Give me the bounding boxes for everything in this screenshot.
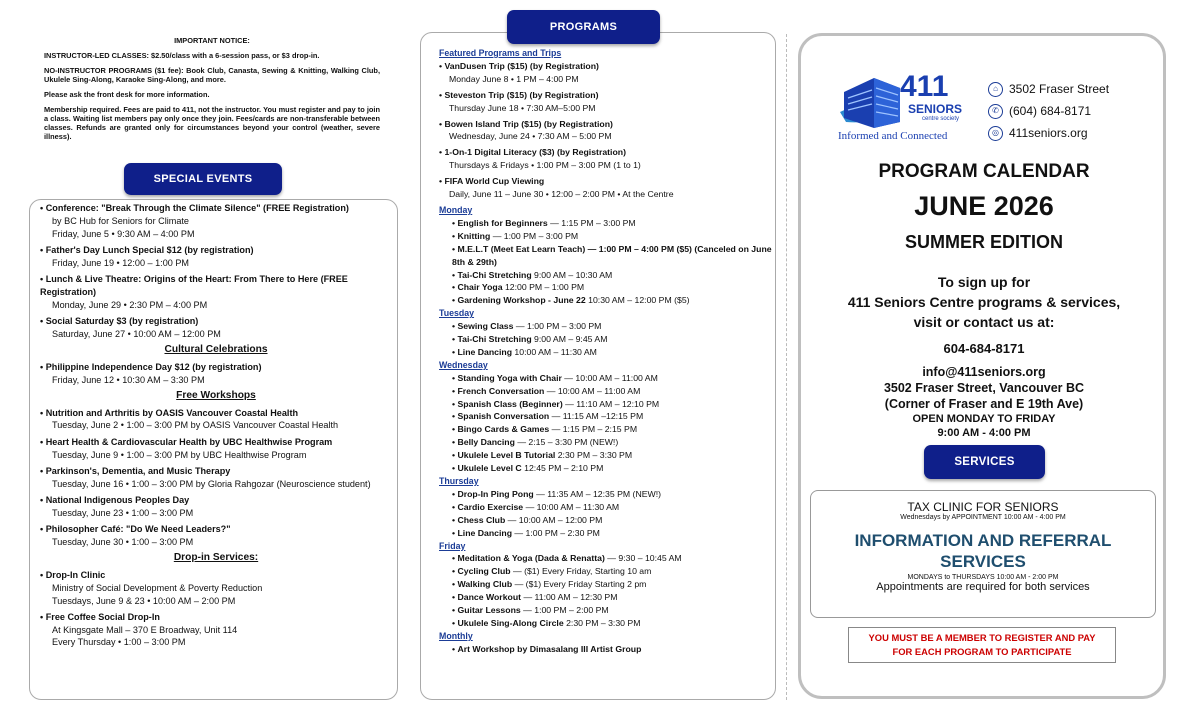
program-name: Tai-Chi Stretching [457, 269, 532, 280]
event-title: • Free Coffee Social Drop-In [40, 611, 392, 624]
program-item [452, 514, 773, 527]
program-item [452, 410, 773, 423]
program-time: — 11:00 AM – 12:30 PM [521, 592, 618, 603]
program-time: — 1:00 PM – 2:00 PM [520, 605, 609, 616]
signup-l3: visit or contact us at: [913, 314, 1055, 330]
services-box [810, 490, 1156, 618]
cultural-header: Cultural Celebrations [164, 343, 268, 355]
program-item [452, 423, 773, 436]
program-name: Spanish Class (Beginner) [457, 398, 563, 409]
program-name: Belly Dancing [457, 437, 515, 448]
event-title: • Heart Health & Cardiovascular Health by UBC Healthwise Program [40, 436, 392, 449]
program-name: French Conversation [457, 385, 545, 396]
day-header: Wednesday [439, 359, 488, 370]
program-time: — 10:00 AM – 12:00 PM [505, 514, 603, 525]
featured-name: • VanDusen Trip ($15) (by Registration) [439, 60, 773, 73]
event-item [40, 569, 392, 607]
event-detail: Friday, June 19 • 12:00 – 1:00 PM [52, 257, 189, 268]
day-header: Thursday [439, 476, 479, 486]
event-title: • Conference: "Break Through the Climate Silence" (FREE Registration) [40, 202, 392, 215]
event-title: • Lunch & Live Theatre: Origins of the Heart: From There to Here (FREE Registration) [40, 273, 392, 299]
dropin-header: Drop-in Services: [173, 552, 259, 564]
event-item [40, 465, 392, 491]
program-name: Ukulele Sing-Along Circle [457, 617, 564, 628]
featured-date: Daily, June 11 – June 30 • 12:00 – 2:00 PM • At the Centre [449, 189, 674, 200]
logo-number: 411 [900, 70, 949, 103]
contact-web[interactable]: ◎ 411seniors.org [988, 122, 1109, 144]
program-item [452, 281, 773, 294]
program-name: Ukulele Level B Tutorial [457, 450, 556, 461]
logo [838, 72, 970, 142]
featured-item [439, 89, 773, 115]
notice-p4: Membership required. Fees are paid to 411, not the instructor. You must register and pay to join a class. Waiting list members pay only once they join. Fees/cards are non-transferable between classes. Refunds are granted only for circumstances beyond your control (weather, severe illness). [44, 105, 380, 141]
program-name: Knitting [457, 230, 491, 241]
program-name: Line Dancing [457, 346, 513, 357]
event-detail: by BC Hub for Seniors for Climate [52, 215, 189, 226]
home-icon: ⌂ [988, 82, 1003, 97]
featured-item [439, 175, 773, 201]
featured-name: • Bowen Island Trip ($15) (by Registration) [439, 118, 773, 131]
info-referral-l1: INFORMATION AND REFERRAL [854, 531, 1112, 550]
program-item [452, 643, 773, 656]
event-item [40, 523, 392, 549]
program-item [452, 449, 773, 462]
featured-item [439, 146, 773, 172]
program-name: Chess Club [457, 514, 506, 525]
important-notice [44, 36, 380, 147]
signup-corner: (Corner of Fraser and E 19th Ave) [884, 397, 1084, 411]
building-icon [838, 72, 908, 130]
program-time: 10:30 AM – 12:00 PM ($5) [585, 295, 690, 306]
event-detail: Tuesday, June 30 • 1:00 – 3:00 PM [52, 536, 194, 547]
signup-l2: 411 Seniors Centre programs & services, [847, 294, 1121, 310]
event-detail: Ministry of Social Development & Poverty Reduction [52, 582, 263, 593]
program-item [452, 527, 773, 540]
event-detail: Tuesday, June 9 • 1:00 – 3:00 PM by UBC Healthwise Program [52, 449, 307, 460]
program-name: Art Workshop by Dimasalang III Artist Group [457, 643, 642, 654]
program-name: Drop-In Ping Pong [457, 488, 534, 499]
program-item [452, 617, 773, 630]
open-time: 9:00 AM - 4:00 PM [937, 427, 1031, 439]
program-time: — 1:15 PM – 3:00 PM [547, 217, 636, 228]
program-item [452, 320, 773, 333]
program-time: — 1:00 PM – 2:30 PM [512, 527, 600, 538]
program-item [452, 565, 773, 578]
day-header: Friday [439, 540, 466, 551]
signup-email: info@411seniors.org [922, 365, 1046, 379]
calendar-edition: SUMMER EDITION [904, 232, 1063, 252]
program-name: Cycling Club [457, 566, 511, 577]
globe-icon: ◎ [988, 126, 1003, 141]
event-detail: Saturday, June 27 • 10:00 AM – 12:00 PM [52, 328, 221, 339]
day-header: Tuesday [439, 308, 475, 319]
notice-p2: NO-INSTRUCTOR PROGRAMS ($1 fee): Book Club, Canasta, Sewing & Knitting, Walking Club, Ukulele Sing-Along, Karaoke Sing-Along, and more. [44, 66, 380, 84]
event-item [40, 202, 392, 240]
event-title: • Social Saturday $3 (by registration) [40, 315, 392, 328]
program-item [452, 488, 773, 501]
tax-clinic-hours: Wednesdays by APPOINTMENT 10:00 AM - 4:00 PM [900, 514, 1066, 521]
program-item [452, 346, 773, 359]
warning-l1: YOU MUST BE A MEMBER TO REGISTER AND PAY [868, 632, 1096, 643]
logo-tagline: Informed and Connected [838, 130, 948, 142]
event-title: • Philosopher Café: "Do We Need Leaders?" [40, 523, 392, 536]
event-item [40, 407, 392, 433]
event-detail: Tuesday, June 23 • 1:00 – 3:00 PM [52, 507, 194, 518]
program-item [452, 269, 773, 282]
event-detail: Friday, June 12 • 10:30 AM – 3:30 PM [52, 374, 205, 385]
special-events-header: SPECIAL EVENTS [124, 163, 282, 195]
signup-address: 3502 Fraser Street, Vancouver BC [883, 381, 1085, 395]
program-time: — 1:00 PM – 3:00 PM [490, 230, 579, 241]
open-days: OPEN MONDAY TO FRIDAY [912, 413, 1056, 425]
event-detail: At Kingsgate Mall – 370 E Broadway, Unit 114 [52, 624, 238, 635]
event-title: • Philippine Independence Day $12 (by registration) [40, 361, 392, 374]
program-item [452, 436, 773, 449]
program-name: Spanish Conversation [457, 411, 550, 422]
event-title: • Parkinson's, Dementia, and Music Therapy [40, 465, 392, 478]
program-time: — 1:00 PM – 3:00 PM [513, 321, 602, 332]
program-item [452, 604, 773, 617]
program-time: — 1:15 PM – 2:15 PM [549, 424, 638, 435]
program-time: — 10:00 AM – 11:30 AM [523, 501, 620, 512]
signup-block [810, 272, 1158, 332]
program-time: — ($1) Every Friday, Starting 10 am [510, 566, 652, 577]
program-name: Cardio Exercise [457, 501, 524, 512]
featured-date: Thursdays & Fridays • 1:00 PM – 3:00 PM (1 to 1) [449, 160, 641, 171]
day-program-list [439, 488, 773, 540]
featured-name: • Steveston Trip ($15) (by Registration) [439, 89, 773, 102]
program-name: Walking Club [457, 579, 513, 590]
program-time: — 11:15 AM –12:15 PM [549, 411, 644, 422]
event-item [40, 361, 392, 387]
program-item [452, 230, 773, 243]
featured-header: Featured Programs and Trips [439, 48, 562, 58]
notice-heading: IMPORTANT NOTICE: [174, 36, 250, 45]
event-item [40, 494, 392, 520]
day-program-list [439, 552, 773, 629]
program-item [452, 294, 773, 307]
program-name: Bingo Cards & Games [457, 424, 550, 435]
program-time: — ($1) Every Friday Starting 2 pm [512, 579, 647, 590]
event-detail: Tuesday, June 2 • 1:00 – 3:00 PM by OASIS Vancouver Coastal Health [52, 420, 339, 431]
program-name: Line Dancing [457, 527, 513, 538]
signup-details [810, 364, 1158, 412]
program-name: Standing Yoga with Chair [457, 372, 562, 383]
event-item [40, 315, 392, 341]
contact-info [988, 78, 1109, 144]
services-header: SERVICES [924, 445, 1045, 479]
tax-clinic: TAX CLINIC FOR SENIORS [907, 500, 1059, 514]
logo-seniors: SENIORS [908, 102, 963, 116]
program-name: Meditation & Yoga (Dada & Renatta) [457, 553, 605, 564]
event-title: • Drop-In Clinic [40, 569, 392, 582]
program-time: 12:45 PM – 2:10 PM [521, 463, 604, 474]
program-item [452, 552, 773, 565]
program-item [452, 243, 773, 269]
program-time: 9:00 AM – 10:30 AM [531, 269, 613, 280]
open-hours [810, 412, 1158, 440]
featured-item [439, 118, 773, 144]
event-item [40, 244, 392, 270]
program-item [452, 372, 773, 385]
day-program-list [439, 320, 773, 359]
member-warning [848, 627, 1116, 663]
program-time: — 2:15 – 3:30 PM (NEW!) [514, 437, 619, 448]
contact-address: ⌂ 3502 Fraser Street [988, 78, 1109, 100]
notice-p3: Please ask the front desk for more information. [44, 90, 210, 99]
info-referral-title [811, 530, 1155, 572]
programs-list [439, 47, 773, 656]
featured-name: • 1-On-1 Digital Literacy ($3) (by Registration) [439, 146, 773, 159]
program-name: Chair Yoga [457, 282, 503, 293]
program-time: — 11:10 AM – 12:10 PM [562, 398, 660, 409]
day-program-list [439, 372, 773, 475]
program-time: — 10:00 AM – 11:00 AM [561, 372, 658, 383]
featured-date: Thursday June 18 • 7:30 AM–5:00 PM [449, 102, 596, 113]
event-title: • National Indigenous Peoples Day [40, 494, 392, 507]
day-header: Monday [439, 204, 473, 215]
program-item [452, 398, 773, 411]
program-item [452, 385, 773, 398]
featured-date: Monday June 8 • 1 PM – 4:00 PM [449, 73, 579, 84]
signup-l1: To sign up for [937, 274, 1031, 290]
program-time: 12:00 PM – 1:00 PM [502, 282, 585, 293]
event-title: • Nutrition and Arthritis by OASIS Vancouver Coastal Health [40, 407, 392, 420]
event-item [40, 611, 392, 649]
event-detail: Every Thursday • 1:00 – 3:00 PM [52, 637, 186, 648]
program-name: Dance Workout [457, 592, 522, 603]
special-events-list [40, 202, 392, 653]
logo-society: centre society [922, 116, 960, 122]
fold-line [786, 34, 787, 700]
program-name: M.E.L.T (Meet Eat Learn Teach) — 1:00 PM – 4:00 PM ($5) (Canceled on June 8th & 29th) [452, 243, 772, 267]
signup-phone: 604-684-8171 [943, 341, 1025, 356]
program-name: English for Beginners [457, 217, 548, 228]
event-item [40, 436, 392, 462]
program-time: — 11:35 AM – 12:35 PM (NEW!) [533, 488, 662, 499]
warning-l2: FOR EACH PROGRAM TO PARTICIPATE [892, 646, 1072, 657]
program-time: — 10:00 AM – 11:00 AM [544, 385, 641, 396]
program-item [452, 462, 773, 475]
appointments-note: Appointments are required for both services [876, 581, 1090, 593]
programs-header: PROGRAMS [507, 10, 660, 44]
info-referral-l2: SERVICES [940, 552, 1026, 571]
phone-icon: ✆ [988, 104, 1003, 119]
program-name: Ukulele Level C [457, 463, 522, 474]
day-program-list [439, 643, 773, 656]
program-name: Guitar Lessons [457, 605, 521, 616]
event-title: • Father's Day Lunch Special $12 (by registration) [40, 244, 392, 257]
program-time: 10:00 AM – 11:30 AM [512, 346, 597, 357]
event-detail: Tuesdays, June 9 & 23 • 10:00 AM – 2:00 PM [52, 595, 236, 606]
info-referral-hours: MONDAYS to THURSDAYS 10:00 AM - 2:00 PM [907, 574, 1059, 581]
program-item [452, 501, 773, 514]
featured-name: • FIFA World Cup Viewing [439, 175, 773, 188]
event-detail: Friday, June 5 • 9:30 AM – 4:00 PM [52, 228, 195, 239]
notice-p1: INSTRUCTOR-LED CLASSES: $2.50/class with a 6-session pass, or $3 drop-in. [44, 51, 320, 60]
program-name: Sewing Class [457, 321, 514, 332]
program-item [452, 217, 773, 230]
event-item [40, 273, 392, 311]
program-item [452, 578, 773, 591]
program-time: 2:30 PM – 3:30 PM [555, 450, 633, 461]
workshops-header: Free Workshops [176, 389, 256, 401]
event-detail: Tuesday, June 16 • 1:00 – 3:00 PM by Gloria Rahgozar (Neuroscience student) [52, 478, 371, 489]
program-time: 2:30 PM – 3:30 PM [563, 617, 641, 628]
calendar-month: JUNE 2026 [914, 191, 1054, 221]
day-header: Monthly [439, 630, 473, 641]
calendar-title: PROGRAM CALENDAR [878, 161, 1090, 182]
day-program-list [439, 217, 773, 307]
program-name: Tai-Chi Stretching [457, 334, 532, 345]
program-time: 9:00 AM – 9:45 AM [531, 334, 608, 345]
featured-date: Wednesday, June 24 • 7:30 AM – 5:00 PM [449, 131, 612, 142]
event-detail: Monday, June 29 • 2:30 PM – 4:00 PM [52, 299, 208, 310]
contact-phone: ✆ (604) 684-8171 [988, 100, 1109, 122]
program-item [452, 333, 773, 346]
program-time: — 9:30 – 10:45 AM [604, 553, 682, 564]
program-item [452, 591, 773, 604]
program-name: Gardening Workshop - June 22 [457, 295, 586, 306]
featured-item [439, 60, 773, 86]
